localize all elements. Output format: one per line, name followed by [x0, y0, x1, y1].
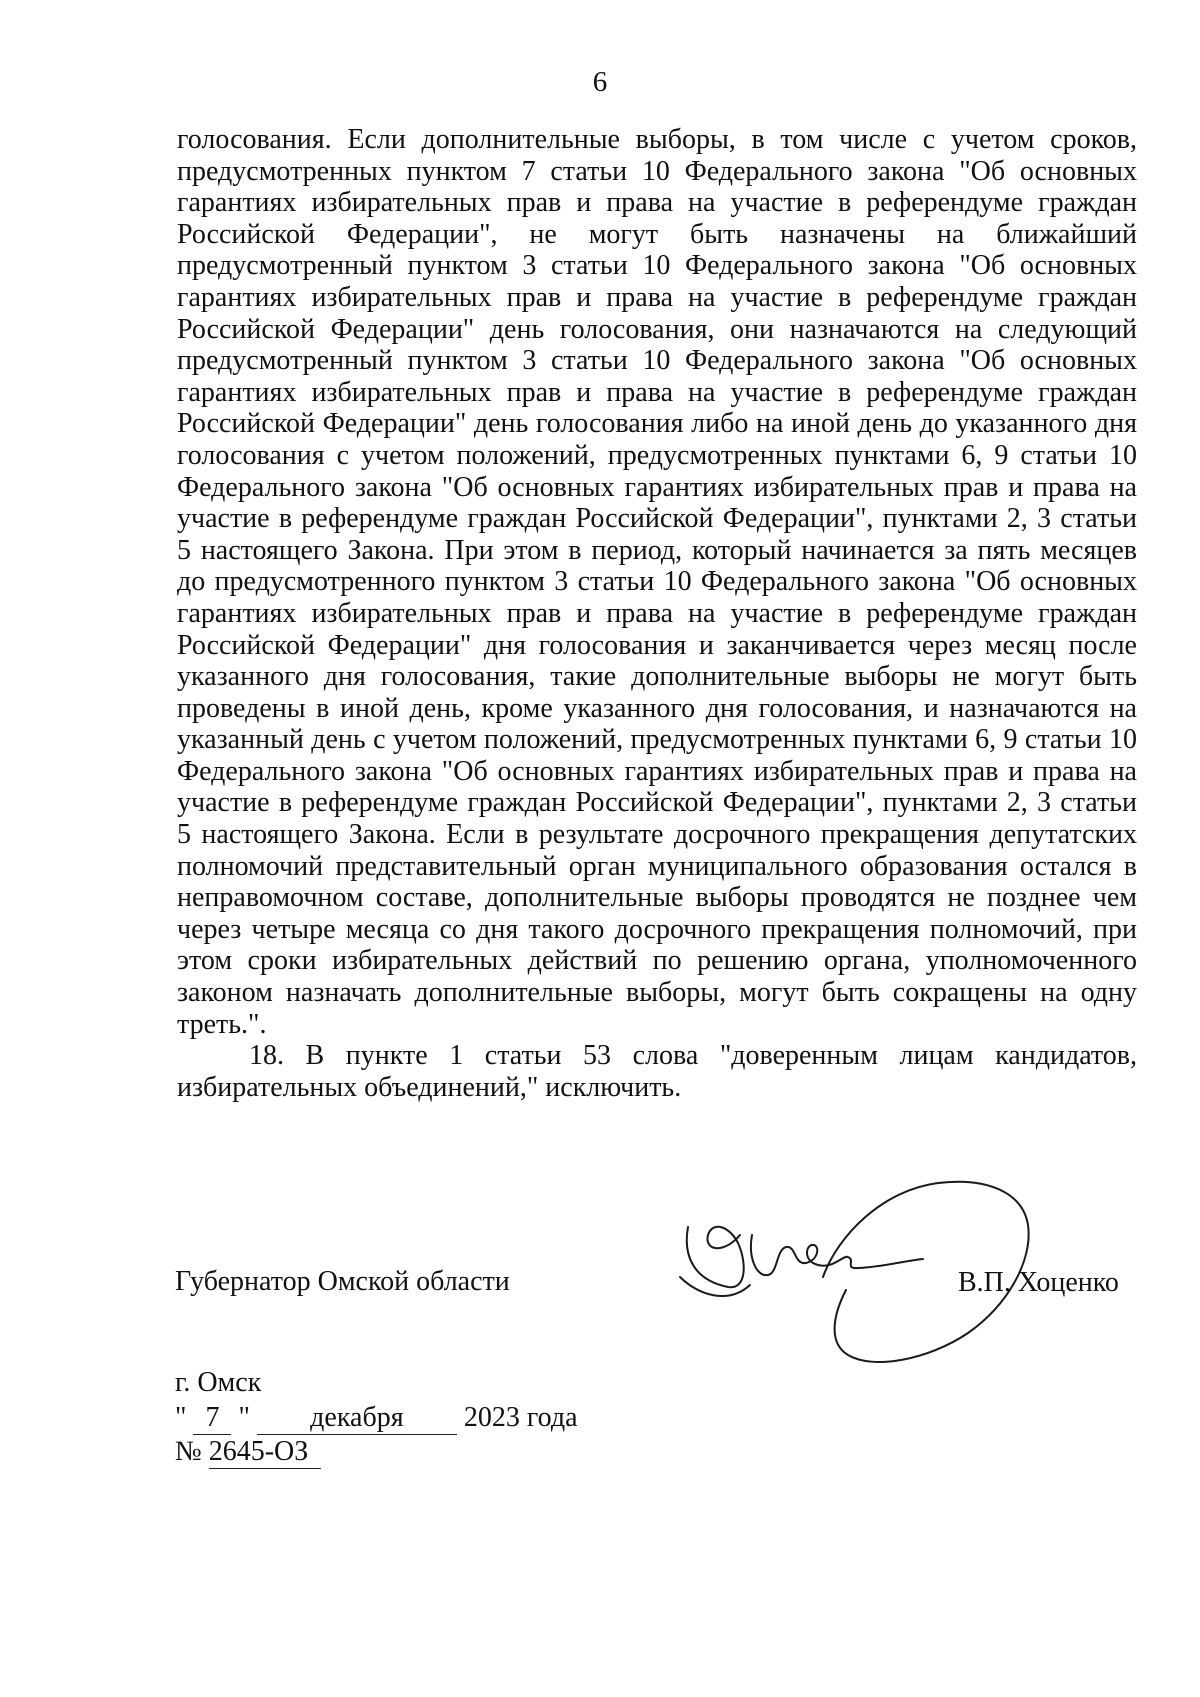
- date-year: 2023 года: [463, 1402, 578, 1433]
- date-day: 7: [193, 1402, 231, 1435]
- date-open-quote: ": [175, 1402, 187, 1433]
- signatory-name: В.П. Хоценко: [958, 1267, 1119, 1298]
- paragraph-continuation: голосования. Если дополнительные выборы, в том числе с учетом сроков, предусмотренных пунктом 7 статьи 10 Федерального закона "Об основных гарантиях избирательных прав и права на участие в референдуме граждан Российской Федерации", не могут быть назначены на ближайший предусмотренный пунктом 3 статьи 10 Федерального закона "Об основных гарантиях избирательных прав и права на участие в референдуме граждан Российской Федерации" день голосования, они назначаются на следующий предусмотренный пунктом 3 статьи 10 Федерального закона "Об основных гарантиях избирательных прав и права на участие в референдуме граждан Российской Федерации" день голосования либо на иной день до указанного дня голосования с учетом положений, предусмотренных пунктами 6, 9 статьи 10 Федерального закона "Об основных гарантиях избирательных прав и права на участие в референдуме граждан Российской Федерации", пунктами 2, 3 статьи 5 настоящего Закона. При этом в период, который начинается за пять месяцев до предусмотренного пунктом 3 статьи 10 Федерального закона "Об основных гарантиях избирательных прав и права на участие в референдуме граждан Российской Федерации" дня голосования и заканчивается через месяц после указанного дня голосования, такие дополнительные выборы не могут быть проведены в иной день, кроме указанного дня голосования, и назначаются на указанный день с учетом положений, предусмотренных пунктами 6, 9 статьи 10 Федерального закона "Об основных гарантиях избирательных прав и права на участие в референдуме граждан Российской Федерации", пунктами 2, 3 статьи 5 настоящего Закона. Если в результате досрочного прекращения депутатских полномочий представительный орган муниципального образования остался в неправомочном составе, дополнительные выборы проводятся не позднее чем через четыре месяца со дня такого досрочного прекращения полномочий, при этом сроки избирательных действий по решению органа, уполномоченного законом назначать дополнительные выборы, могут быть сокращены на одну треть.".: [177, 124, 1137, 1040]
- law-number-prefix: №: [175, 1436, 202, 1467]
- date-month: декабря: [257, 1402, 457, 1435]
- law-number: [175, 1436, 321, 1469]
- document-body: [177, 124, 1137, 1103]
- signatory-title: Губернатор Омской области: [175, 1266, 510, 1297]
- paragraph-item-18: 18. В пункте 1 статьи 53 слова "доверенным лицам кандидатов, избирательных объединений," исключить.: [177, 1040, 1137, 1103]
- law-number-value: 2645-ОЗ: [209, 1436, 321, 1469]
- date-close-quote: ": [238, 1402, 250, 1433]
- place-of-signing: г. Омск: [175, 1367, 262, 1398]
- page-number: 6: [592, 66, 608, 98]
- signing-date: [175, 1402, 578, 1435]
